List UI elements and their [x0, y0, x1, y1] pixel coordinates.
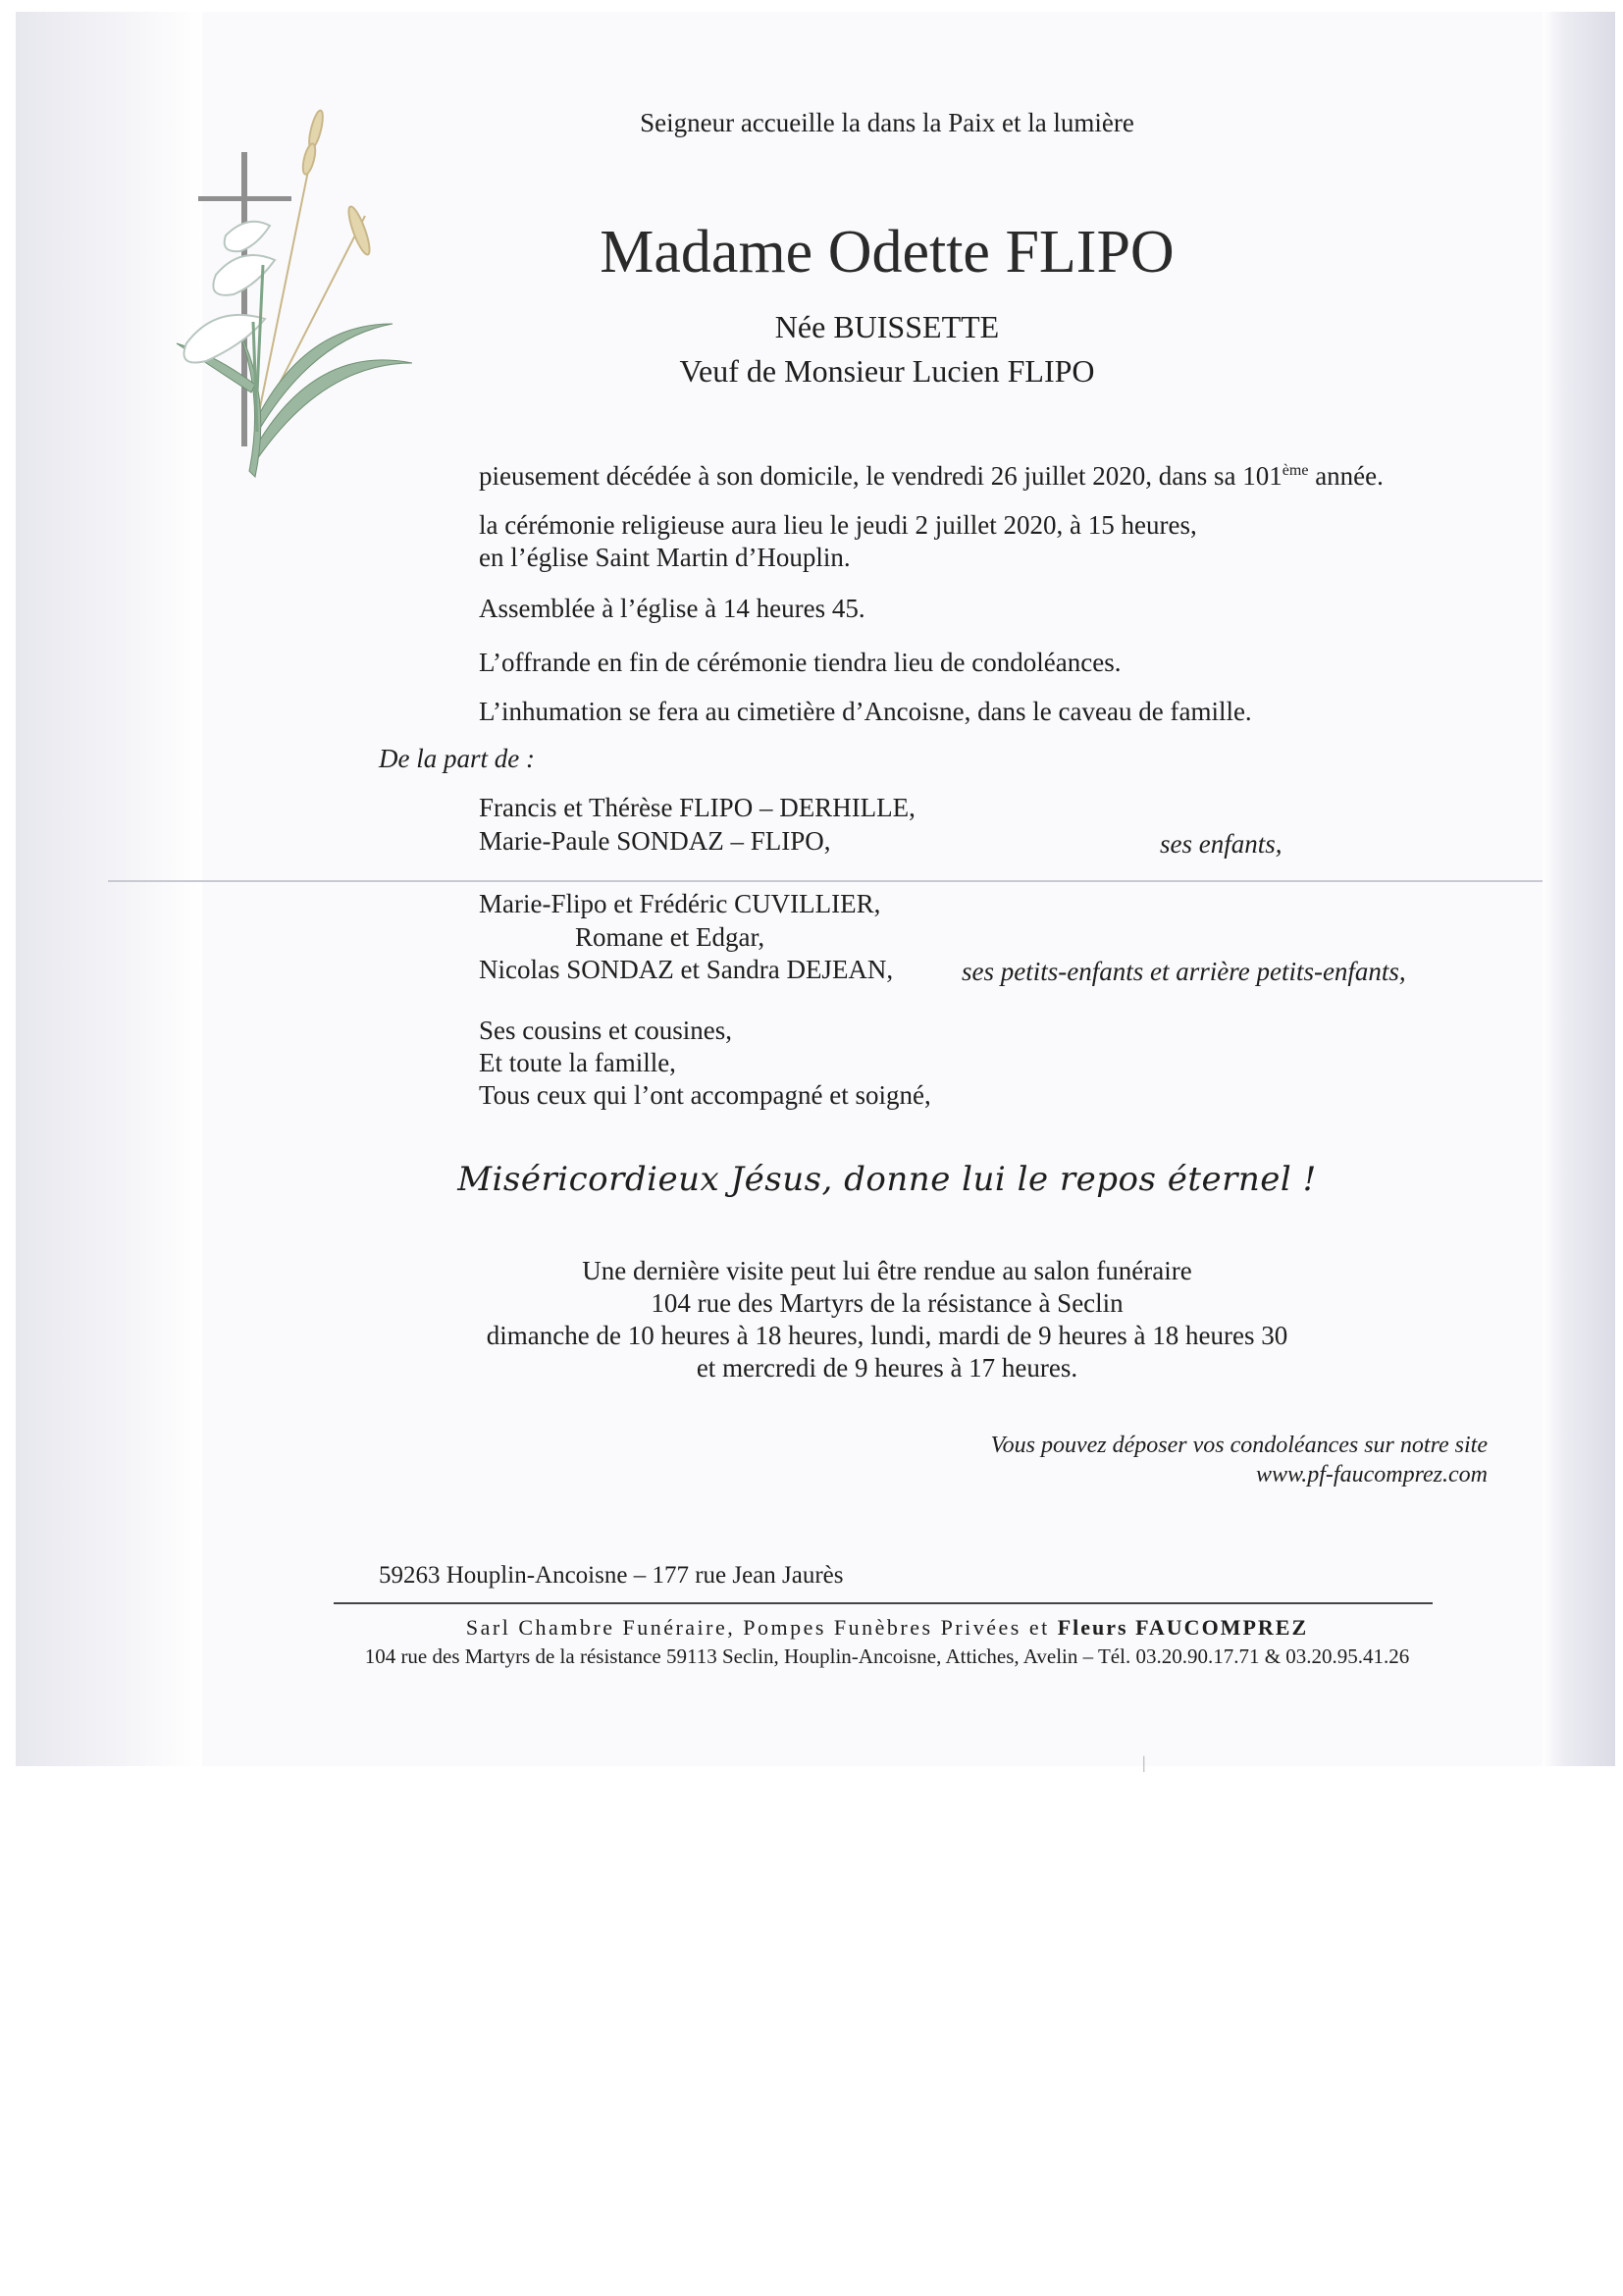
visit-line-4: et mercredi de 9 heures à 17 heures. — [696, 1353, 1078, 1383]
visit-line-1: Une dernière visite peut lui être rendue au salon funéraire — [582, 1256, 1192, 1285]
offering-line: L’offrande en fin de cérémonie tiendra lieu de condoléances. — [479, 648, 1122, 677]
condolences-website-link[interactable]: www.pf-faucomprez.com — [1256, 1462, 1488, 1487]
children-line-2: Marie-Paule SONDAZ – FLIPO, — [479, 826, 831, 856]
burial-line: L’inhumation se fera au cimetière d’Ancoisne, dans le caveau de famille. — [479, 697, 1252, 726]
grandchildren-line-2: Romane et Edgar, — [575, 922, 765, 952]
scan-mark: | — [1142, 1752, 1146, 1772]
deceased-name: Madame Odette FLIPO — [600, 219, 1175, 286]
visit-line-2: 104 rue des Martyrs de la résistance à Seclin — [651, 1288, 1124, 1318]
children-label: ses enfants, — [1160, 829, 1283, 859]
assembly-line: Assemblée à l’église à 14 heures 45. — [479, 594, 865, 623]
relatives-line-1: Ses cousins et cousines, — [479, 1016, 732, 1045]
footer-brand: Fleurs FAUCOMPREZ — [1057, 1615, 1309, 1640]
footer-company-line — [0, 1615, 1623, 1641]
blessing-line: Seigneur accueille la dans la Paix et la lumière — [640, 108, 1134, 137]
death-text: pieusement décédée à son domicile, le vendredi 26 juillet 2020, dans sa 101 — [479, 461, 1283, 491]
visit-line-3: dimanche de 10 heures à 18 heures, lundi, mardi de 9 heures à 18 heures 30 — [486, 1321, 1288, 1350]
on-behalf-of: De la part de : — [379, 744, 535, 773]
relatives-line-3: Tous ceux qui l’ont accompagné et soigné, — [479, 1080, 931, 1110]
prayer-line: Miséricordieux Jésus, donne lui le repos éternel ! — [457, 1160, 1317, 1199]
fold-line — [108, 880, 1543, 882]
ceremony-line-1: la cérémonie religieuse aura lieu le jeudi 2 juillet 2020, à 15 heures, — [479, 510, 1197, 540]
ceremony-line-2: en l’église Saint Martin d’Houplin. — [479, 543, 851, 572]
relatives-line-2: Et toute la famille, — [479, 1048, 676, 1077]
grandchildren-line-3: Nicolas SONDAZ et Sandra DEJEAN, — [479, 955, 894, 984]
home-address: 59263 Houplin-Ancoisne – 177 rue Jean Jaurès — [379, 1562, 844, 1589]
grandchildren-label: ses petits-enfants et arrière petits-enfants, — [962, 957, 1406, 986]
footer-contact-line: 104 rue des Martyrs de la résistance 59113 Seclin, Houplin-Ancoisne, Attiches, Avelin – Tél. 03.20.90.17.71 & 03.20.95.41.26 — [364, 1644, 1410, 1668]
widow-of-line: Veuf de Monsieur Lucien FLIPO — [679, 353, 1095, 389]
maiden-name: Née BUISSETTE — [774, 309, 1000, 344]
death-text-end: année. — [1308, 461, 1384, 491]
ordinal-suffix: ème — [1282, 462, 1309, 479]
death-announcement — [479, 461, 1384, 492]
children-line-1: Francis et Thérèse FLIPO – DERHILLE, — [479, 793, 916, 822]
grandchildren-line-1: Marie-Flipo et Frédéric CUVILLIER, — [479, 889, 881, 918]
footer-rule — [334, 1602, 1433, 1604]
condolences-line-1: Vous pouvez déposer vos condoléances sur notre site — [990, 1433, 1488, 1458]
footer-company-text: Sarl Chambre Funéraire, Pompes Funèbres Privées et — [465, 1615, 1058, 1640]
